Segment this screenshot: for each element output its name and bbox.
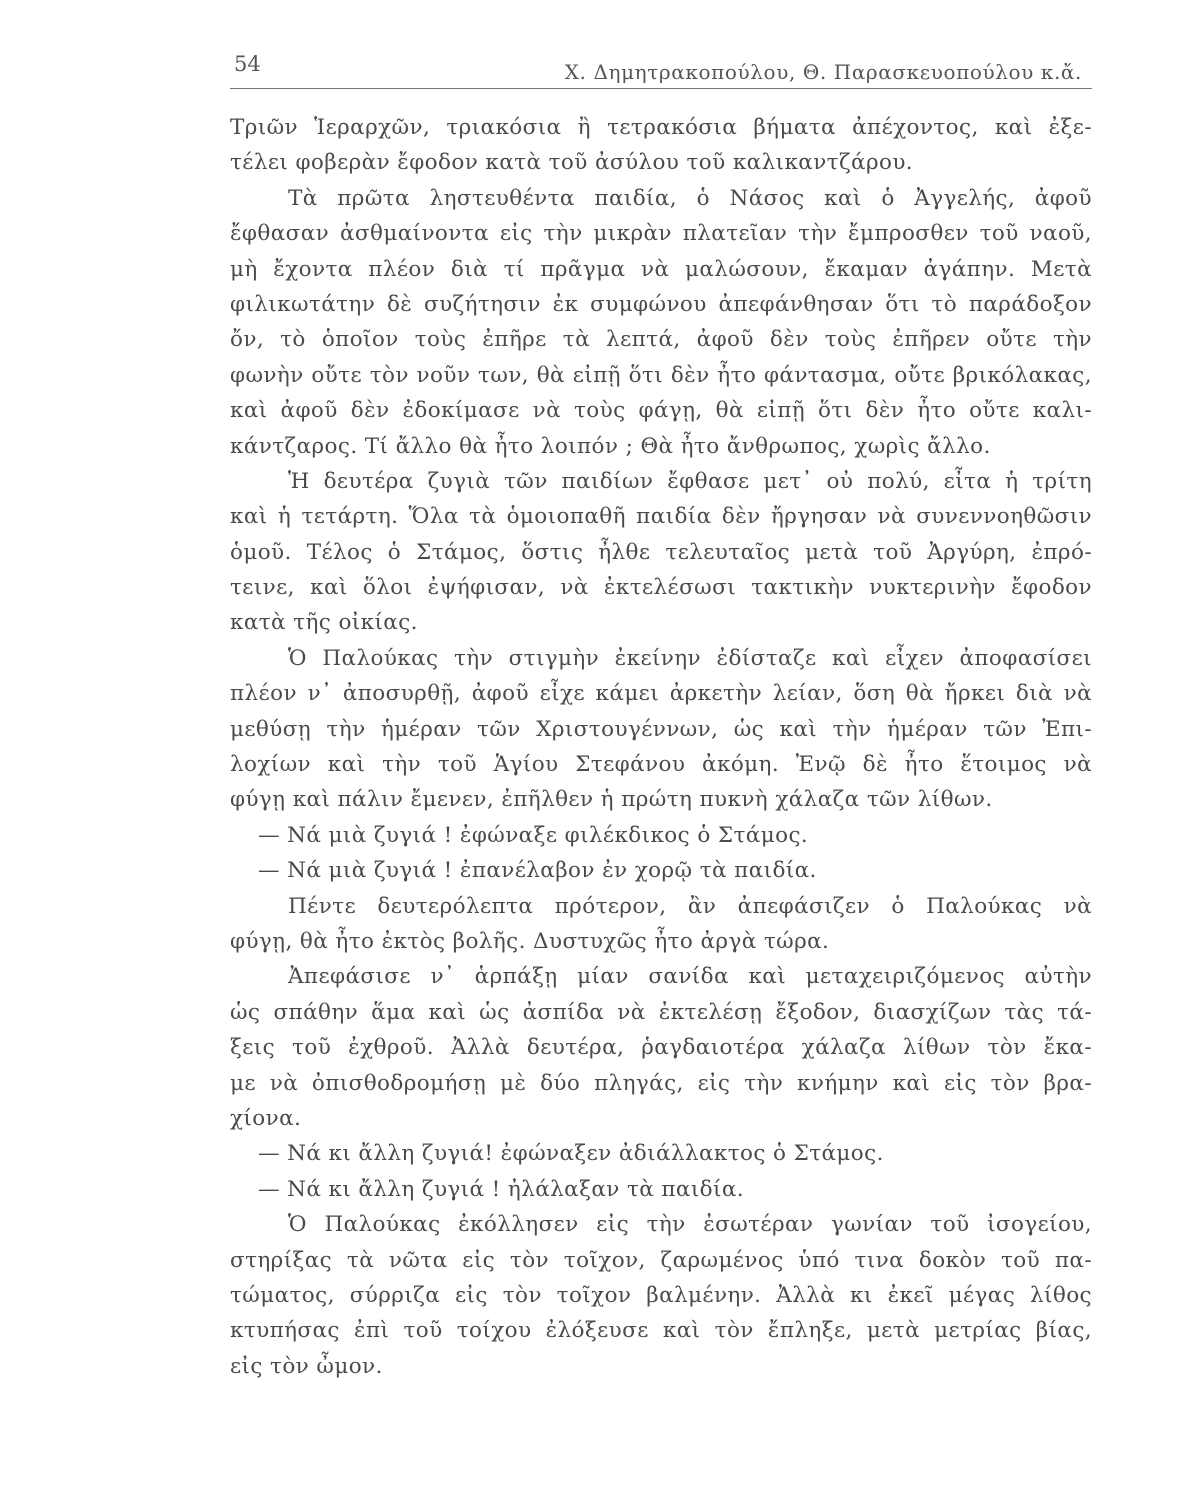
text-line: — Νά κι ἄλλη ζυγιά! ἐφώναξεν ἀδιάλλακτος ὁ Στάμος. — [258, 1141, 884, 1167]
text-line: — Νά μιὰ ζυγιά ! ἐφώναξε φιλέκδικος ὁ Στάμος. — [258, 822, 809, 848]
text-line: — Νά μιὰ ζυγιά ! ἐπανέλαβον ἐν χορῷ τὰ παιδία. — [258, 858, 817, 884]
text-line: ὁμοῦ. Τέλος ὁ Στάμος, ὅστις ἦλθε τελευταῖος μετὰ τοῦ Ἀργύρη, ἐπρό- — [230, 539, 1092, 565]
text-line: τώματος, σύρριζα εἰς τὸν τοῖχον βαλμένην. Ἀλλὰ κι ἐκεῖ μέγας λίθος — [230, 1282, 1092, 1308]
text-line: χίονα. — [230, 1105, 302, 1131]
text-line: καὶ ἡ τετάρτη. Ὅλα τὰ ὁμοιοπαθῆ παιδία δὲν ἤργησαν νὰ συνεννοηθῶσιν — [230, 504, 1092, 530]
text-line: ξεις τοῦ ἐχθροῦ. Ἀλλὰ δευτέρα, ῥαγδαιοτέρα χάλαζα λίθων τὸν ἔκα- — [230, 1035, 1092, 1061]
text-line: μεθύσῃ τὴν ἡμέραν τῶν Χριστουγέννων, ὡς καὶ τὴν ἡμέραν τῶν Ἐπι- — [230, 716, 1092, 742]
text-line: Ὁ Παλούκας ἐκόλλησεν εἰς τὴν ἐσωτέραν γωνίαν τοῦ ἰσογείου, — [288, 1212, 1092, 1238]
page-number: 54 — [234, 52, 261, 76]
text-line: Ὁ Παλούκας τὴν στιγμὴν ἐκείνην ἐδίσταζε καὶ εἶχεν ἀποφασίσει — [288, 645, 1092, 671]
header-rule — [230, 88, 1092, 89]
text-line: Πέντε δευτερόλεπτα πρότερον, ἂν ἀπεφάσιζεν ὁ Παλούκας νὰ — [288, 893, 1092, 919]
text-line: Ἡ δευτέρα ζυγιὰ τῶν παιδίων ἔφθασε μετ᾽ οὐ πολύ, εἶτα ἡ τρίτη — [288, 468, 1092, 494]
page-header — [230, 50, 1092, 90]
text-line: φιλικωτάτην δὲ συζήτησιν ἐκ συμφώνου ἀπεφάνθησαν ὅτι τὸ παράδοξον — [230, 291, 1092, 317]
text-line: φωνὴν οὔτε τὸν νοῦν των, θὰ εἰπῇ ὅτι δὲν ἦτο φάντασμα, οὔτε βρικόλακας, — [230, 362, 1092, 388]
text-line: λοχίων καὶ τὴν τοῦ Ἁγίου Στεφάνου ἀκόμη. Ἐνῷ δὲ ἦτο ἕτοιμος νὰ — [230, 752, 1092, 778]
text-line: — Νά κι ἄλλη ζυγιά ! ἠλάλαξαν τὰ παιδία. — [258, 1176, 745, 1202]
text-line: μὴ ἔχοντα πλέον διὰ τί πρᾶγμα νὰ μαλώσουν, ἔκαμαν ἀγάπην. Μετὰ — [230, 256, 1092, 282]
text-line: Τὰ πρῶτα ληστευθέντα παιδία, ὁ Νάσος καὶ ὁ Ἀγγελής, ἀφοῦ — [288, 185, 1092, 211]
body-text — [230, 110, 1092, 1384]
text-line: πλέον ν᾽ ἀποσυρθῇ, ἀφοῦ εἶχε κάμει ἀρκετὴν λείαν, ὅση θὰ ἤρκει διὰ νὰ — [230, 681, 1092, 707]
text-line: φύγῃ, θὰ ἦτο ἐκτὸς βολῆς. Δυστυχῶς ἦτο ἀργὰ τώρα. — [230, 928, 830, 954]
text-line: με νὰ ὀπισθοδρομήσῃ μὲ δύο πληγάς, εἰς τὴν κνήμην καὶ εἰς τὸν βρα- — [230, 1070, 1092, 1096]
text-line: ὡς σπάθην ἅμα καὶ ὡς ἀσπίδα νὰ ἐκτελέσῃ ἔξοδον, διασχίζων τὰς τά- — [230, 999, 1092, 1025]
text-line: ὄν, τὸ ὁποῖον τοὺς ἐπῆρε τὰ λεπτά, ἀφοῦ δὲν τοὺς ἐπῆρεν οὔτε τὴν — [230, 327, 1092, 353]
text-line: Τριῶν Ἱεραρχῶν, τριακόσια ἢ τετρακόσια βήματα ἀπέχοντος, καὶ ἐξε- — [230, 115, 1092, 140]
text-line: ἔφθασαν ἀσθμαίνοντα εἰς τὴν μικρὰν πλατεῖαν τὴν ἔμπροσθεν τοῦ ναοῦ, — [230, 221, 1092, 247]
text-line: φύγῃ καὶ πάλιν ἔμενεν, ἐπῆλθεν ἡ πρώτη πυκνὴ χάλαζα τῶν λίθων. — [230, 787, 993, 813]
text-line: κατὰ τῆς οἰκίας. — [230, 610, 418, 636]
text-line: κάντζαρος. Τί ἄλλο θὰ ἦτο λοιπόν ; Θὰ ἦτο ἄνθρωπος, χωρὶς ἄλλο. — [230, 433, 991, 459]
text-line: εἰς τὸν ὦμον. — [230, 1353, 383, 1379]
text-line: Ἀπεφάσισε ν᾽ ἁρπάξῃ μίαν σανίδα καὶ μεταχειριζόμενος αὐτὴν — [288, 964, 1092, 990]
text-line: τεινε, καὶ ὅλοι ἐψήφισαν, νὰ ἐκτελέσωσι τακτικὴν νυκτερινὴν ἔφοδον — [230, 575, 1092, 601]
text-line: καὶ ἀφοῦ δὲν ἐδοκίμασε νὰ τοὺς φάγῃ, θὰ εἰπῇ ὅτι δὲν ἦτο οὔτε καλι- — [230, 398, 1092, 424]
running-head: Χ. Δημητρακοπούλου, Θ. Παρασκευοπούλου κ.ἄ. — [564, 60, 1082, 84]
text-line: κτυπήσας ἐπὶ τοῦ τοίχου ἐλόξευσε καὶ τὸν ἔπληξε, μετὰ μετρίας βίας, — [230, 1318, 1092, 1344]
text-line: τέλει φοβερὰν ἔφοδον κατὰ τοῦ ἀσύλου τοῦ καλικαντζάρου. — [230, 150, 914, 176]
text-line: στηρίξας τὰ νῶτα εἰς τὸν τοῖχον, ζαρωμένος ὑπό τινα δοκὸν τοῦ πα- — [230, 1247, 1092, 1273]
